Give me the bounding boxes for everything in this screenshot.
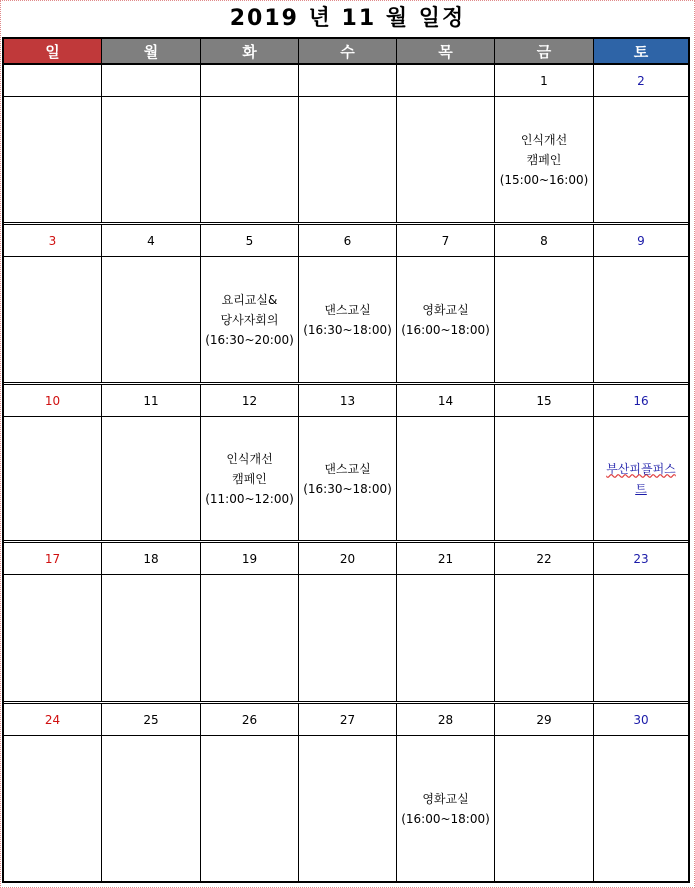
- event-line: (15:00~16:00): [499, 172, 589, 187]
- day-number: 23: [594, 543, 688, 575]
- weekday-header: 월: [102, 39, 201, 65]
- day-cell[interactable]: [594, 65, 688, 222]
- event-entry: [495, 97, 593, 222]
- event-line: (16:00~18:00): [401, 322, 490, 337]
- day-number: 19: [201, 543, 298, 575]
- day-cell[interactable]: [594, 543, 688, 701]
- calendar-grid: [2, 37, 690, 883]
- event-entry[interactable]: [594, 417, 688, 540]
- day-cell[interactable]: [397, 385, 495, 540]
- day-cell[interactable]: [397, 65, 495, 222]
- weekday-header: 금: [495, 39, 594, 65]
- day-number: 30: [594, 704, 688, 736]
- day-cell[interactable]: [299, 543, 397, 701]
- day-number: 13: [299, 385, 396, 417]
- weekday-header: 일: [4, 39, 102, 65]
- day-number: 20: [299, 543, 396, 575]
- day-cell[interactable]: [4, 385, 102, 540]
- day-cell[interactable]: [102, 704, 201, 881]
- day-cell[interactable]: [4, 65, 102, 222]
- event-line: 인식개선: [226, 451, 273, 466]
- day-cell[interactable]: [102, 65, 201, 222]
- day-number: 1: [495, 65, 593, 97]
- event-line: (16:30~18:00): [303, 322, 392, 337]
- day-number: 24: [4, 704, 101, 736]
- weekday-header: 수: [299, 39, 397, 65]
- day-number: 8: [495, 225, 593, 257]
- day-number: 10: [4, 385, 101, 417]
- event-line: (16:30~20:00): [205, 332, 294, 347]
- day-number: [397, 65, 494, 97]
- day-cell[interactable]: [495, 543, 594, 701]
- day-number: 29: [495, 704, 593, 736]
- event-line: (16:00~18:00): [401, 811, 490, 826]
- day-cell[interactable]: [201, 385, 299, 540]
- day-cell[interactable]: [4, 225, 102, 382]
- day-cell[interactable]: [397, 704, 495, 881]
- event-line: 영화교실: [422, 791, 469, 806]
- day-number: 27: [299, 704, 396, 736]
- event-line: (16:30~18:00): [303, 481, 392, 496]
- day-number: 9: [594, 225, 688, 257]
- event-line: 당사자회의: [220, 312, 279, 327]
- day-number: 15: [495, 385, 593, 417]
- event-entry: [397, 736, 494, 881]
- day-number: 16: [594, 385, 688, 417]
- event-line: 요리교실&: [221, 292, 278, 307]
- day-number: 17: [4, 543, 101, 575]
- event-entry: [299, 257, 396, 382]
- day-number: 7: [397, 225, 494, 257]
- day-number: 3: [4, 225, 101, 257]
- day-number: 6: [299, 225, 396, 257]
- day-cell[interactable]: [495, 704, 594, 881]
- day-cell[interactable]: [102, 225, 201, 382]
- day-cell[interactable]: [594, 704, 688, 881]
- day-cell[interactable]: [299, 704, 397, 881]
- event-entry: [201, 417, 298, 540]
- day-cell[interactable]: [397, 225, 495, 382]
- day-cell[interactable]: [201, 543, 299, 701]
- day-cell[interactable]: [594, 385, 688, 540]
- day-cell[interactable]: [299, 385, 397, 540]
- day-number: 26: [201, 704, 298, 736]
- day-cell[interactable]: [201, 225, 299, 382]
- day-number: [4, 65, 101, 97]
- event-line: 댄스교실: [324, 461, 371, 476]
- event-entry: [299, 417, 396, 540]
- day-cell[interactable]: [299, 225, 397, 382]
- event-line: 캠페인: [232, 471, 267, 486]
- day-cell[interactable]: [102, 385, 201, 540]
- event-entry: [397, 257, 494, 382]
- day-cell[interactable]: [594, 225, 688, 382]
- day-number: 22: [495, 543, 593, 575]
- day-cell[interactable]: [102, 543, 201, 701]
- day-number: 12: [201, 385, 298, 417]
- day-number: [299, 65, 396, 97]
- day-number: 11: [102, 385, 200, 417]
- weekday-header: 목: [397, 39, 495, 65]
- day-cell[interactable]: [299, 65, 397, 222]
- event-line: 영화교실: [422, 302, 469, 317]
- day-cell[interactable]: [397, 543, 495, 701]
- day-cell[interactable]: [495, 65, 594, 222]
- day-cell[interactable]: [4, 704, 102, 881]
- day-number: [201, 65, 298, 97]
- day-cell[interactable]: [4, 543, 102, 701]
- weekday-header: 토: [594, 39, 688, 65]
- day-number: 25: [102, 704, 200, 736]
- day-cell[interactable]: [495, 385, 594, 540]
- weekday-header: 화: [201, 39, 299, 65]
- event-line: 부산피플퍼스: [606, 461, 676, 476]
- day-number: 18: [102, 543, 200, 575]
- day-cell[interactable]: [201, 704, 299, 881]
- event-line: (11:00~12:00): [205, 491, 294, 506]
- day-number: 14: [397, 385, 494, 417]
- calendar-title: 2019 년 11 월 일정: [229, 6, 466, 31]
- day-number: 4: [102, 225, 200, 257]
- day-number: 5: [201, 225, 298, 257]
- event-line: 댄스교실: [324, 302, 371, 317]
- day-number: 2: [594, 65, 688, 97]
- day-number: 21: [397, 543, 494, 575]
- day-cell[interactable]: [201, 65, 299, 222]
- day-number: 28: [397, 704, 494, 736]
- day-cell[interactable]: [495, 225, 594, 382]
- event-line: 트: [635, 481, 647, 496]
- event-line: 인식개선: [520, 132, 568, 147]
- event-line: 캠페인: [526, 152, 562, 167]
- day-number: [102, 65, 200, 97]
- event-entry: [201, 257, 298, 382]
